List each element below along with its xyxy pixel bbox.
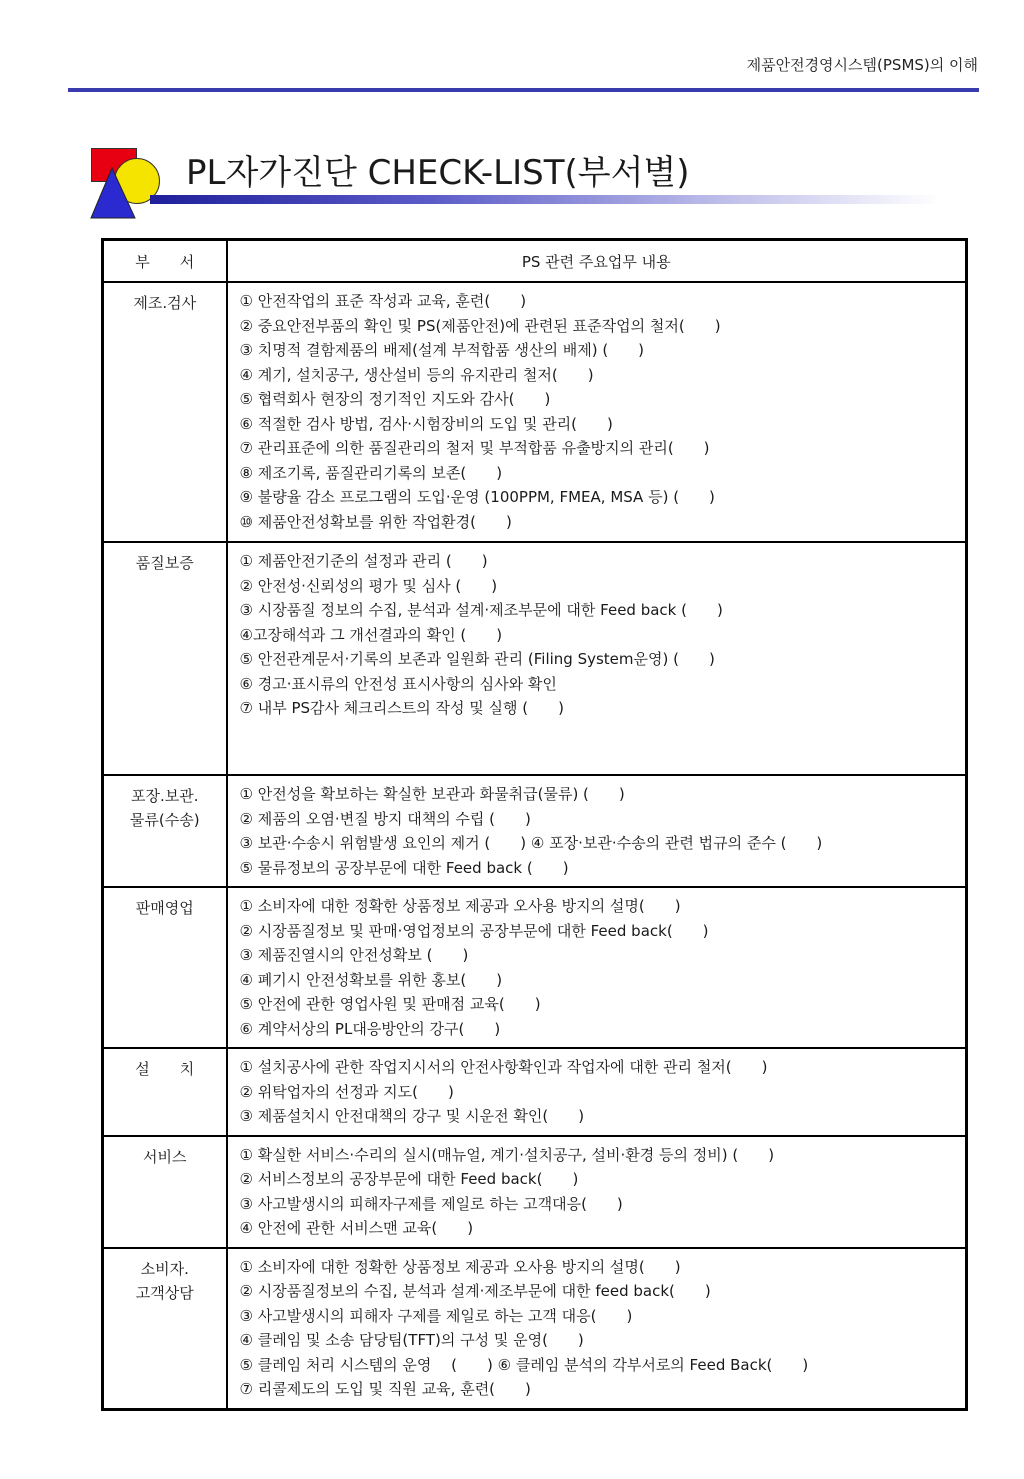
dept-cell bbox=[103, 282, 227, 542]
task-item: ⑥ 적절한 검사 방법, 검사·시험장비의 도입 및 관리( ) bbox=[239, 414, 613, 433]
title-underline bbox=[150, 195, 940, 204]
dept-label: 설 치 bbox=[135, 1060, 195, 1078]
dept-label: 품질보증 bbox=[135, 554, 194, 572]
task-item: ③ 제품설치시 안전대책의 강구 및 시운전 확인( ) bbox=[239, 1107, 585, 1125]
dept-cell bbox=[103, 1136, 227, 1248]
dept-label: 포장.보관. bbox=[131, 787, 199, 805]
task-item: ① 확실한 서비스·수리의 실시(매뉴얼, 계기·설치공구, 설비·환경 등의 정비) ( ) bbox=[239, 1145, 775, 1164]
task-item: ④ 폐기시 안전성확보를 위한 홍보( ) bbox=[239, 970, 503, 989]
task-item: ⑧ 제조기록, 품질관리기록의 보존( ) bbox=[239, 463, 503, 482]
tasks-cell bbox=[227, 1136, 967, 1248]
task-item: ⑦ 리콜제도의 도입 및 직원 교육, 훈련( ) bbox=[239, 1380, 531, 1398]
task-item: ⑤ 안전관계문서·기록의 보존과 일원화 관리 (Filing System운영) ( ) bbox=[239, 650, 715, 668]
table-row bbox=[103, 282, 967, 542]
dept-cell bbox=[103, 775, 227, 887]
task-item: ① 제품안전기준의 설정과 관리 ( ) bbox=[239, 552, 488, 570]
dept-cell bbox=[103, 542, 227, 775]
blue-triangle-shape bbox=[88, 146, 164, 220]
task-item: ② 서비스정보의 공장부문에 대한 Feed back( ) bbox=[239, 1170, 579, 1188]
task-item: ⑤ 안전에 관한 영업사원 및 판매점 교육( ) bbox=[239, 995, 541, 1013]
task-item: ② 위탁업자의 선정과 지도( ) bbox=[239, 1082, 454, 1101]
dept-label: 고객상담 bbox=[135, 1283, 194, 1302]
task-item: ② 시장품질정보 및 판매·영업정보의 공장부문에 대한 Feed back( ) bbox=[239, 921, 709, 940]
table-row bbox=[103, 887, 967, 1048]
dept-label: 물류(수송) bbox=[129, 811, 200, 829]
task-item: ⑨ 불량율 감소 프로그램의 도입·운영 (100PPM, FMEA, MSA 등) ( ) bbox=[239, 488, 715, 506]
task-item: ① 소비자에 대한 정확한 상품정보 제공과 오사용 방지의 설명( ) bbox=[239, 1257, 681, 1276]
page-title: PL자가진단 CHECK-LIST(부서별) bbox=[186, 153, 690, 193]
task-item: ② 중요안전부품의 확인 및 PS(제품안전)에 관련된 표준작업의 철저( ) bbox=[239, 316, 721, 335]
tasks-cell bbox=[227, 1048, 967, 1136]
task-item: ⑤ 협력회사 현장의 정기적인 지도와 감사( ) bbox=[239, 390, 551, 408]
task-item: ⑥ 계약서상의 PL대응방안의 강구( ) bbox=[239, 1019, 501, 1038]
task-item: ⑥ 경고·표시류의 안전성 표시사항의 심사와 확인 bbox=[239, 674, 557, 693]
task-item: ③ 치명적 결함제품의 배제(설계 부적합품 생산의 배제) ( ) bbox=[239, 341, 645, 359]
tasks-cell bbox=[227, 887, 967, 1048]
task-item: ④ 계기, 설치공구, 생산설비 등의 유지관리 철저( ) bbox=[239, 365, 594, 384]
tasks-cell bbox=[227, 282, 967, 542]
table-row bbox=[103, 1048, 967, 1136]
task-item: ① 소비자에 대한 정확한 상품정보 제공과 오사용 방지의 설명( ) bbox=[239, 897, 681, 915]
task-item: ③ 사고발생시의 피해자 구제를 제일로 하는 고객 대응( ) bbox=[239, 1306, 633, 1325]
task-item: ④ 안전에 관한 서비스맨 교육( ) bbox=[239, 1219, 474, 1237]
task-item: ⑤ 클레임 처리 시스템의 운영 ( ) ⑥ 클레임 분석의 각부서로의 Feed Back( ) bbox=[239, 1355, 809, 1374]
dept-label: 소비자. bbox=[140, 1259, 189, 1278]
task-item: ⑦ 관리표준에 의한 품질관리의 철저 및 부적합품 유출방지의 관리( ) bbox=[239, 439, 710, 457]
task-item: ① 설치공사에 관한 작업지시서의 안전사항확인과 작업자에 대한 관리 철저( ) bbox=[239, 1058, 768, 1076]
task-item: ① 안전작업의 표준 작성과 교육, 훈련( ) bbox=[239, 292, 527, 310]
logo-shapes-icon bbox=[88, 146, 164, 220]
task-item: ③ 사고발생시의 피해자구제를 제일로 하는 고객대응( ) bbox=[239, 1194, 623, 1213]
dept-label: 판매영업 bbox=[135, 899, 194, 917]
task-item: ⑦ 내부 PS감사 체크리스트의 작성 및 실행 ( ) bbox=[239, 699, 564, 717]
tasks-cell bbox=[227, 542, 967, 775]
task-item: ④ 클레임 및 소송 담당팀(TFT)의 구성 및 운영( ) bbox=[239, 1331, 584, 1349]
table-row bbox=[103, 775, 967, 887]
table-row bbox=[103, 1248, 967, 1410]
dept-label: 제조.검사 bbox=[133, 294, 197, 312]
task-item: ③ 보관·수송시 위험발생 요인의 제거 ( ) ④ 포장·보관·수송의 관련 법규의 준수 ( ) bbox=[239, 834, 823, 852]
table-header-row bbox=[103, 240, 967, 283]
task-item: ③ 제품진열시의 안전성확보 ( ) bbox=[239, 946, 469, 964]
running-header: 제품안전경영시스템(PSMS)의 이해 bbox=[746, 56, 978, 74]
dept-label: 서비스 bbox=[143, 1147, 187, 1166]
header-dept: 부 서 bbox=[103, 240, 227, 283]
table-row bbox=[103, 542, 967, 775]
table-row bbox=[103, 1136, 967, 1248]
tasks-cell bbox=[227, 775, 967, 887]
header-content: PS 관련 주요업무 내용 bbox=[227, 240, 967, 283]
task-item: ④고장해석과 그 개선결과의 확인 ( ) bbox=[239, 625, 503, 644]
dept-cell bbox=[103, 1248, 227, 1410]
task-item: ⑩ 제품안전성확보를 위한 작업환경( ) bbox=[239, 512, 512, 531]
task-item: ② 시장품질정보의 수집, 분석과 설계·제조부문에 대한 feed back( ) bbox=[239, 1282, 711, 1300]
dept-cell bbox=[103, 887, 227, 1048]
tasks-cell bbox=[227, 1248, 967, 1410]
dept-cell bbox=[103, 1048, 227, 1136]
top-rule bbox=[68, 88, 979, 92]
task-item: ② 제품의 오염·변질 방지 대책의 수립 ( ) bbox=[239, 809, 531, 828]
task-item: ② 안전성·신뢰성의 평가 및 심사 ( ) bbox=[239, 576, 498, 595]
task-item: ③ 시장품질 정보의 수집, 분석과 설계·제조부문에 대한 Feed back ( ) bbox=[239, 601, 723, 619]
task-item: ⑤ 물류정보의 공장부문에 대한 Feed back ( ) bbox=[239, 858, 569, 877]
checklist-table bbox=[101, 238, 968, 1411]
task-item: ① 안전성을 확보하는 확실한 보관과 화물취급(물류) ( ) bbox=[239, 785, 625, 803]
